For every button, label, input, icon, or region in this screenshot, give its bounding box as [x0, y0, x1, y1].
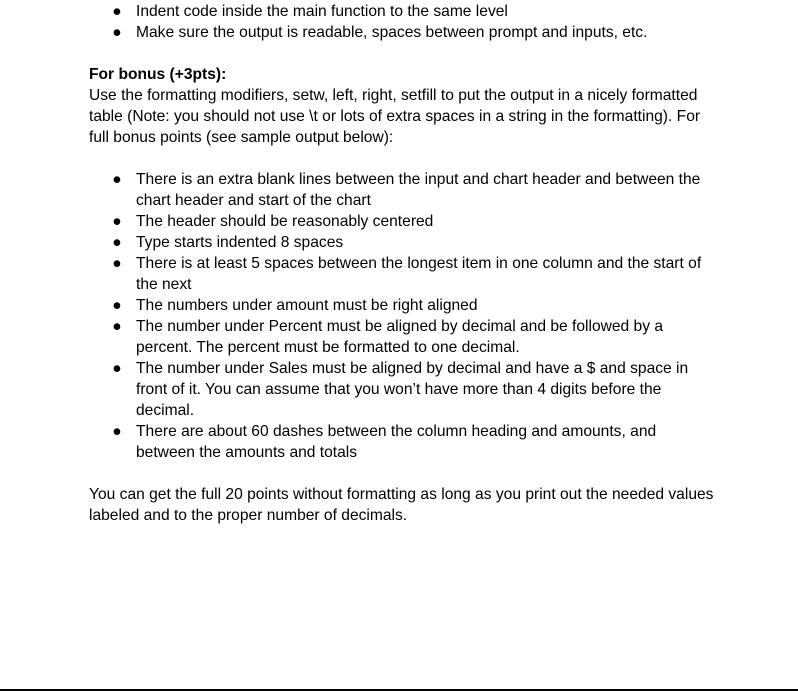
document-content	[89, 1, 719, 526]
list-item-text: The number under Sales must be aligned by decimal and have a $ and space in front of it. You can assume that you won’t have more than 4 digits before the decimal.	[136, 360, 689, 419]
bullet-icon: ●	[112, 3, 122, 20]
list-item-text: There are about 60 dashes between the column heading and amounts, and between the amounts and totals	[136, 423, 657, 461]
list-item-text: The number under Percent must be aligned by decimal and be followed by a percent. The percent must be formatted to one decimal.	[136, 318, 664, 356]
list-item-text: Type starts indented 8 spaces	[136, 234, 344, 251]
bullet-icon: ●	[112, 171, 122, 188]
bullet-icon: ●	[112, 255, 122, 272]
list-item-text: The numbers under amount must be right aligned	[136, 297, 478, 314]
list-item	[89, 22, 719, 43]
list-item	[89, 253, 719, 295]
list-item	[89, 358, 719, 421]
bullet-icon: ●	[112, 213, 122, 230]
list-item	[89, 1, 719, 22]
bullet-icon: ●	[112, 297, 122, 314]
bullet-icon: ●	[112, 24, 122, 41]
bullet-icon: ●	[112, 318, 122, 335]
list-item-text: Make sure the output is readable, spaces between prompt and inputs, etc.	[136, 24, 648, 41]
list-item	[89, 211, 719, 232]
list-item	[89, 295, 719, 316]
list-item-text: The header should be reasonably centered	[136, 213, 434, 230]
bullet-icon: ●	[112, 234, 122, 251]
list-item	[89, 421, 719, 463]
bonus-criteria-list	[89, 169, 719, 463]
list-item	[89, 316, 719, 358]
list-item-text: There is at least 5 spaces between the longest item in one column and the start of the next	[136, 255, 702, 293]
bonus-intro: Use the formatting modifiers, setw, left, right, setfill to put the output in a nicely formatted table (Note: you should not use \t or lots of extra spaces in a string in the formatting). For full bonus points (see sample output below):	[89, 87, 701, 146]
list-item	[89, 169, 719, 211]
list-item-text: Indent code inside the main function to the same level	[136, 3, 508, 20]
list-item	[89, 232, 719, 253]
list-item-text: There is an extra blank lines between the input and chart header and between the chart header and start of the chart	[136, 171, 701, 209]
bullet-icon: ●	[112, 423, 122, 440]
requirements-list	[89, 1, 719, 43]
closing-paragraph: You can get the full 20 points without formatting as long as you print out the needed values labeled and to the proper number of decimals.	[89, 486, 714, 524]
bullet-icon: ●	[112, 360, 122, 377]
bonus-heading: For bonus (+3pts):	[89, 66, 227, 83]
